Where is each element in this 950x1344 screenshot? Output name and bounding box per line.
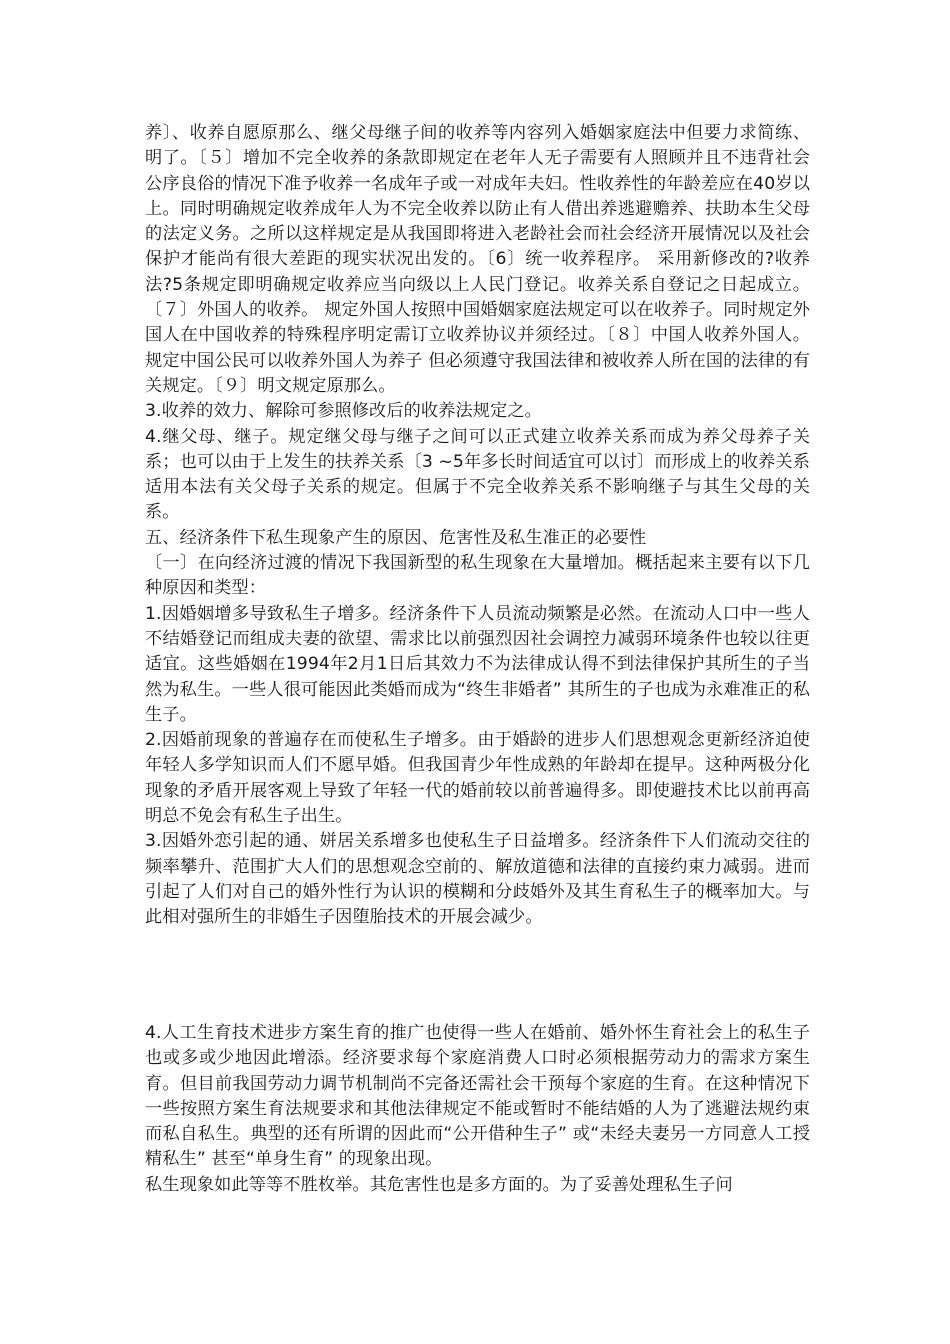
paragraph-step-parents: 4.继父母、继子。规定继父母与继子之间可以正式建立收养关系而成为养父母养子关系；也可以由于上发生的扶养关系〔3 ~5年多长时间适宜可以讨〕而形成上的收养关系 适用本法有关父母子关系的规定。但属于不完全收养关系不影响继子与其生父母的关系。: [145, 426, 810, 523]
paragraph-adoption-effect: 3.收养的效力、解除可参照修改后的收养法规定之。: [145, 401, 542, 422]
paragraph-causes-intro: 〔一〕在向经济过渡的情况下我国新型的私生现象在大量增加。概括起来主要有以下几种原因和类型：: [145, 553, 810, 599]
section-heading-illegitimacy: 五、经济条件下私生现象产生的原因、危害性及私生准正的必要性: [145, 527, 647, 548]
paragraph-cause-2: 2.因婚前现象的普遍存在而使私生子增多。由于婚龄的进步人们思想观念更新经济迫使年轻人多学知识而人们不愿早婚。但我国青少年性成熟的年龄却在提早。这种两极分化现象的矛盾开展客观上导致了年轻一代的婚前较以前普遍得多。即使避技术比以前再高明总不免会有私生子出生。: [145, 730, 810, 827]
paragraph-cause-3: 3.因婚外恋引起的通、姘居关系增多也使私生子日益增多。经济条件下人们流动交往的频率攀升、范围扩大人们的思想观念空前的、解放道德和法律的直接约束力减弱。进而引起了人们对自己的婚外性行为认识的模糊和分歧婚外及其生育私生子的概率加大。与此相对强所生的非婚生子因堕胎技术的开展会减少。: [145, 831, 810, 928]
paragraph-cause-1: 1.因婚姻增多导致私生子增多。经济条件下人员流动频繁是必然。在流动人口中一些人不结婚登记而组成夫妻的欲望、需求比以前强烈因社会调控力减弱环境条件也较以往更适宜。这些婚姻在1994年2月1日后其效力不为法律成认得不到法律保护其所生的子当然为私生。一些人很可能因此类婚而成为“终生非婚者” 其所生的子也成为永难准正的私生子。: [145, 603, 810, 725]
paragraph-harm-summary: 私生现象如此等等不胜枚举。其危害性也是多方面的。为了妥善处理私生子问: [145, 1174, 733, 1195]
text-block-lower: [145, 1021, 810, 1198]
paragraph-cause-4: 4.人工生育技术进步方案生育的推广也使得一些人在婚前、婚外怀生育社会上的私生子也或多或少地因此增添。经济要求每个家庭消费人口时必须根据劳动力的需求方案生育。但目前我国劳动力调节机制尚不完备还需社会干预每个家庭的生育。在这种情况下一些按照方案生育法规要求和其他法律规定不能或暂时不能结婚的人为了逃避法规约束而私自私生。典型的还有所谓的因此而“公开借种生子” 或“未经夫妻另一方同意人工授精私生” 甚至“单身生育” 的现象出现。: [145, 1023, 810, 1170]
paragraph-adoption-provisions: 养〕、收养自愿原那么、继父母继子间的收养等内容列入婚姻家庭法中但要力求简练、明了。〔５〕增加不完全收养的条款即规定在老年人无子需要有人照顾并且不违背社会公序良俗的情况下准予收养一名成年子或一对成年夫妇。性收养性的年龄差应在40岁以上。同时明确规定收养成年人为不完全收养以防止有人借出养逃避赡养、扶助本生父母的法定义务。之所以这样规定是从我国即将进入老龄社会而社会经济开展情况以及社会保护才能尚有很大差距的现实状况出发的。〔6〕统一收养程序。 采用新修改的?收养法?5条规定即明确规定收养应当向级以上人民门登记。收养关系自登记之日起成立。〔７〕外国人的收养。 规定外国人按照中国婚姻家庭法规定可以在收养子。同时规定外国人在中国收养的特殊程序明定需订立收养协议并须经过。〔８〕中国人收养外国人。规定中国公民可以收养外国人为养子 但必须遵守我国法律和被收养人所在国的法律的有关规定。〔９〕明文规定原那么。: [145, 123, 810, 396]
text-block-upper: [145, 121, 810, 931]
